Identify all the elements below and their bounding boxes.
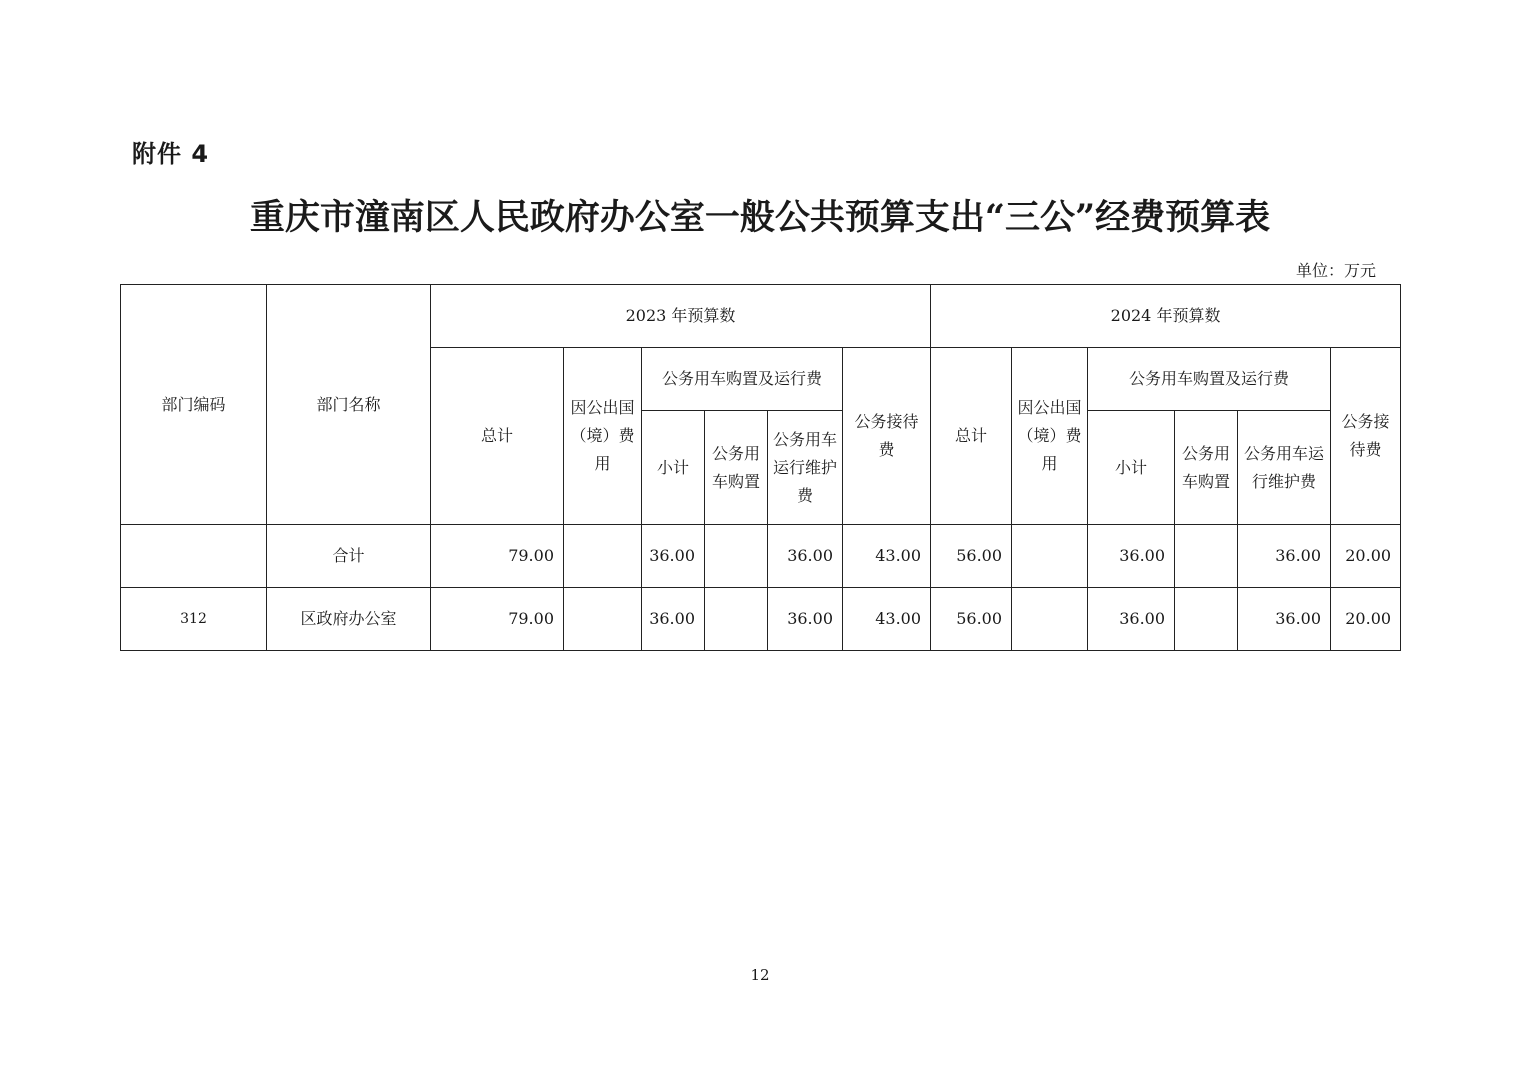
header-2023-reception: 公务接待费: [843, 348, 931, 525]
cell-2023-car-operation: 36.00: [768, 588, 843, 651]
header-2023-total: 总计: [431, 348, 564, 525]
cell-2024-car-purchase: [1175, 588, 1238, 651]
cell-dept-name: 合计: [267, 525, 431, 588]
header-2024-total: 总计: [931, 348, 1012, 525]
cell-2023-reception: 43.00: [843, 525, 931, 588]
cell-2024-reception: 20.00: [1331, 525, 1401, 588]
cell-2023-car-operation: 36.00: [768, 525, 843, 588]
header-2024-car-operation: 公务用车运行维护费: [1238, 411, 1331, 525]
header-year-2024: 2024 年预算数: [931, 285, 1401, 348]
cell-dept-name: 区政府办公室: [267, 588, 431, 651]
header-2023-car-purchase: 公务用车购置: [705, 411, 768, 525]
header-2024-abroad: 因公出国（境）费用: [1012, 348, 1088, 525]
cell-2023-car-purchase: [705, 525, 768, 588]
document-title: 重庆市潼南区人民政府办公室一般公共预算支出“三公”经费预算表: [249, 197, 1271, 238]
cell-2024-abroad: [1012, 525, 1088, 588]
cell-2023-total: 79.00: [431, 588, 564, 651]
header-dept-code: 部门编码: [121, 285, 267, 525]
cell-2024-car-operation: 36.00: [1238, 588, 1331, 651]
page-number: 12: [750, 966, 770, 984]
cell-2024-abroad: [1012, 588, 1088, 651]
cell-2024-total: 56.00: [931, 588, 1012, 651]
cell-2023-reception: 43.00: [843, 588, 931, 651]
cell-2024-car-purchase: [1175, 525, 1238, 588]
header-year-2023: 2023 年预算数: [431, 285, 931, 348]
cell-2023-subtotal: 36.00: [642, 588, 705, 651]
header-2024-reception: 公务接待费: [1331, 348, 1401, 525]
unit-label: 单位：万元: [1296, 261, 1377, 280]
cell-2023-abroad: [564, 525, 642, 588]
header-2023-abroad: 因公出国（境）费用: [564, 348, 642, 525]
header-2024-subtotal: 小计: [1088, 411, 1175, 525]
header-dept-name: 部门名称: [267, 285, 431, 525]
cell-dept-code: [121, 525, 267, 588]
cell-2024-subtotal: 36.00: [1088, 588, 1175, 651]
attachment-label: 附件 4: [132, 140, 210, 168]
header-2023-subtotal: 小计: [642, 411, 705, 525]
budget-table: [120, 284, 1401, 651]
cell-2024-car-operation: 36.00: [1238, 525, 1331, 588]
header-2023-car-operation: 公务用车运行维护费: [768, 411, 843, 525]
cell-2024-reception: 20.00: [1331, 588, 1401, 651]
table-row-total: [121, 525, 1401, 588]
header-2023-car-group: 公务用车购置及运行费: [642, 348, 843, 411]
cell-2023-car-purchase: [705, 588, 768, 651]
table-row: [121, 588, 1401, 651]
cell-2023-total: 79.00: [431, 525, 564, 588]
cell-2023-abroad: [564, 588, 642, 651]
cell-2024-subtotal: 36.00: [1088, 525, 1175, 588]
cell-2024-total: 56.00: [931, 525, 1012, 588]
cell-dept-code: 312: [121, 588, 267, 651]
cell-2023-subtotal: 36.00: [642, 525, 705, 588]
header-2024-car-group: 公务用车购置及运行费: [1088, 348, 1331, 411]
header-2024-car-purchase: 公务用车购置: [1175, 411, 1238, 525]
